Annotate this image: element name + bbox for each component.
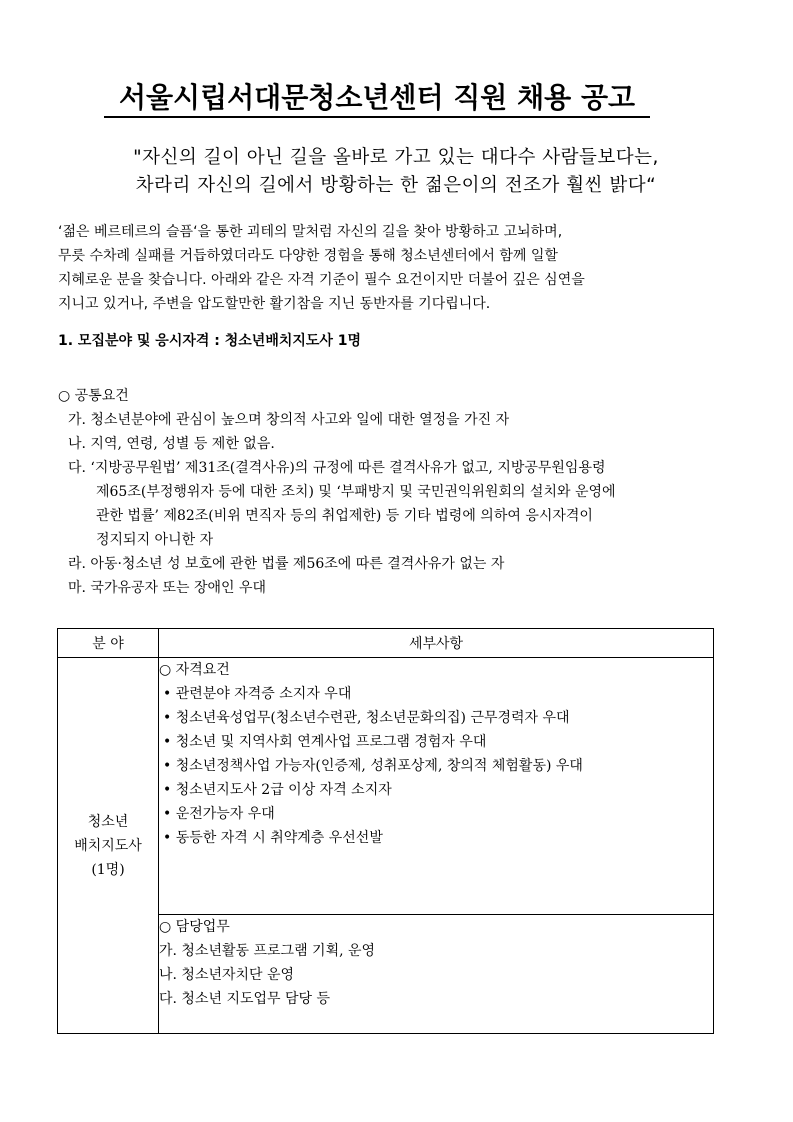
intro-line-4: 지니고 있거나, 주변을 압도할만한 활기참을 지닌 동반자를 기다립니다. (58, 296, 491, 312)
list-item: • 청소년육성업무(청소년수련관, 청소년문화의집) 근무경력자 우대 (163, 710, 570, 726)
table-header-row (58, 629, 714, 658)
requirement-a: 가. 청소년분야에 관심이 높으며 창의적 사고와 일에 대한 열정을 가진 자 (68, 412, 510, 428)
requirement-c-line-1: 다. ‘지방공무원법’ 제31조(결격사유)의 규정에 따른 결격사유가 없고, 지방공무원임용령 (68, 460, 606, 476)
field-line-2: 배치지도사 (74, 837, 142, 854)
duties-cell (159, 915, 714, 1034)
common-requirements-heading: ○ 공통요건 (58, 388, 129, 404)
requirement-e: 마. 국가유공자 또는 장애인 우대 (68, 580, 267, 596)
section-1-heading: 1. 모집분야 및 응시자격 : 청소년배치지도사 1명 (58, 333, 362, 349)
list-item: • 청소년지도사 2급 이상 자격 소지자 (163, 782, 392, 798)
intro-line-2: 무릇 수차례 실패를 거듭하였더라도 다양한 경험을 통해 청소년센터에서 함께 일할 (58, 248, 558, 264)
intro-line-3: 지혜로운 분을 찾습니다. 아래와 같은 자격 기준이 필수 요건이지만 더불어 깊은 심연을 (58, 272, 585, 288)
quote-block (66, 144, 726, 200)
table-row (58, 658, 714, 915)
field-line-1: 청소년 (87, 813, 129, 830)
list-item: 가. 청소년활동 프로그램 기획, 운영 (159, 943, 376, 959)
list-item: • 운전가능자 우대 (163, 806, 275, 822)
qualifications-cell (159, 658, 714, 915)
field-cell (58, 658, 159, 1034)
list-item: • 청소년 및 지역사회 연계사업 프로그램 경험자 우대 (163, 734, 487, 750)
common-requirements (58, 384, 718, 600)
page-title: 서울시립서대문청소년센터 직원 채용 공고 (118, 81, 636, 114)
list-item: 다. 청소년 지도업무 담당 등 (159, 991, 331, 1007)
quote-line-2: 차라리 자신의 길에서 방황하는 한 젊은이의 전조가 훨씬 밝다“ (135, 175, 657, 196)
header-detail: 세부사항 (159, 629, 714, 658)
requirement-c-line-4: 정지되지 아니한 자 (96, 532, 214, 548)
list-item: 나. 청소년자치단 운영 (159, 967, 295, 983)
requirement-b: 나. 지역, 연령, 성별 등 제한 없음. (68, 436, 275, 452)
list-item: • 청소년정책사업 가능자(인증제, 성취포상제, 창의적 체험활동) 우대 (163, 758, 583, 774)
field-line-3: (1명) (91, 861, 125, 878)
list-item: • 관련분야 자격증 소지자 우대 (163, 686, 352, 702)
duties-heading: ○ 담당업무 (159, 919, 230, 935)
header-field: 분 야 (58, 629, 159, 658)
quote-line-1: "자신의 길이 아닌 길을 올바로 가고 있는 대다수 사람들보다는, (133, 147, 659, 168)
requirement-c-line-2: 제65조(부정행위자 등에 대한 조치) 및 ‘부패방지 및 국민권익위원회의 설치와 운영에 (96, 484, 616, 500)
title-underline (104, 116, 650, 118)
intro-paragraph (58, 220, 738, 316)
requirement-c-line-3: 관한 법률’ 제82조(비위 면직자 등의 취업제한) 등 기타 법령에 의하여 응시자격이 (96, 508, 593, 524)
qualifications-heading: ○ 자격요건 (159, 662, 230, 678)
requirement-d: 라. 아동·청소년 성 보호에 관한 법률 제56조에 따른 결격사유가 없는 자 (68, 556, 505, 572)
details-table (57, 628, 714, 1034)
intro-line-1: ‘젊은 베르테르의 슬픔‘을 통한 괴테의 말처럼 자신의 길을 찾아 방황하고 고뇌하며, (58, 224, 563, 240)
list-item: • 동등한 자격 시 취약계층 우선선발 (163, 830, 383, 846)
